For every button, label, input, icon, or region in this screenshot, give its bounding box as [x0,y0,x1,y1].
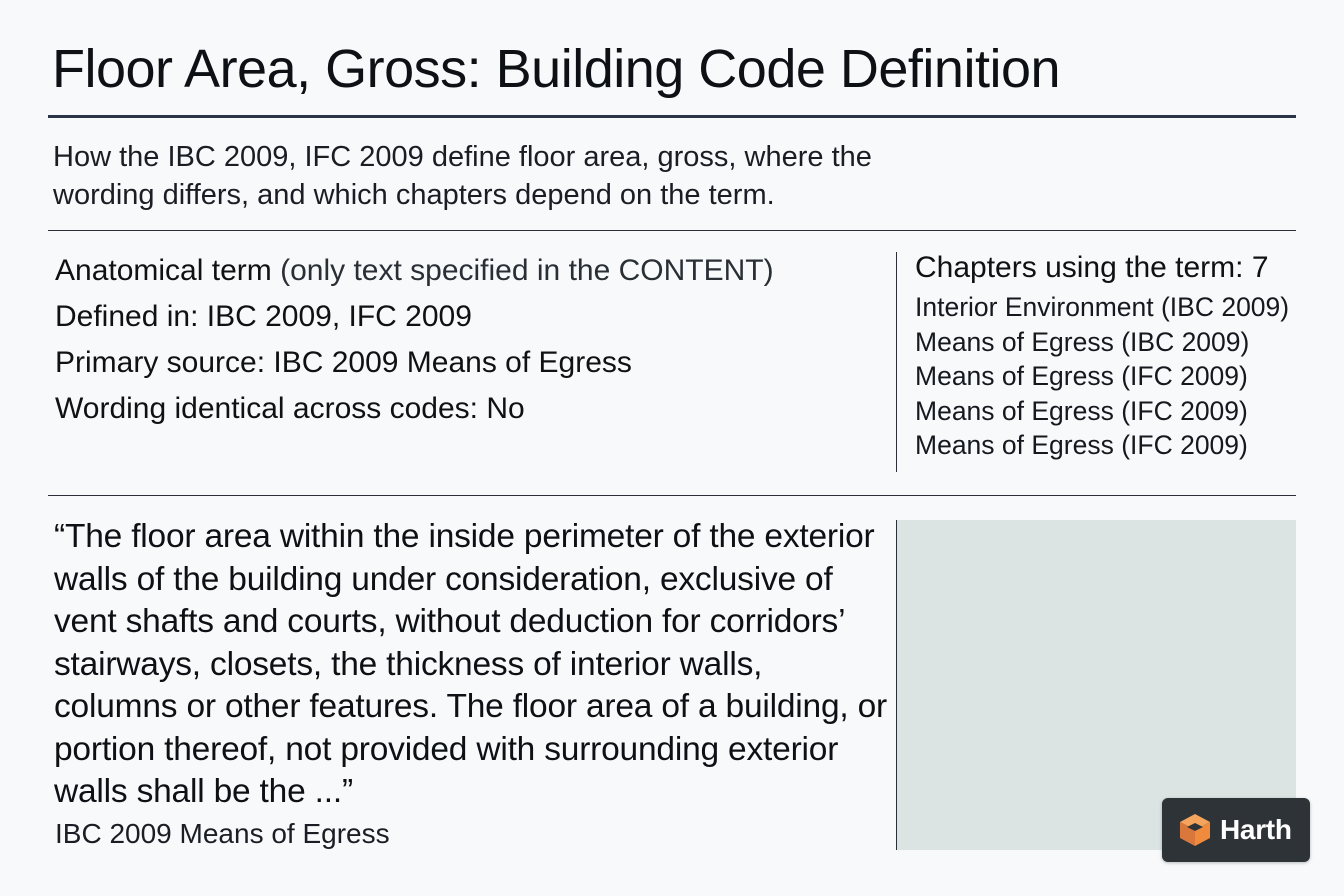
chapter-item: Means of Egress (IFC 2009) [915,395,1248,426]
defined-in: Defined in: IBC 2009, IFC 2009 [55,300,472,333]
chapter-item: Means of Egress (IFC 2009) [915,361,1248,391]
term-note: (only text specified in the CONTENT) [280,254,774,287]
section-divider [48,230,1296,231]
section-divider [48,495,1296,496]
brand-name: Harth [1220,814,1292,845]
term-label-row [55,248,885,294]
column-divider [896,252,897,472]
chapter-item: Interior Environment (IBC 2009) [915,292,1290,322]
wording-identical: Wording identical across codes: No [55,392,525,425]
title-divider [48,115,1296,118]
page-title: Floor Area, Gross: Building Code Definition [52,39,1061,99]
page-subtitle: How the IBC 2009, IFC 2009 define floor area, gross, where the wording differs, and which chapters depend on the term. [53,141,872,211]
chapter-item: Means of Egress (IBC 2009) [915,326,1250,357]
chapters-list [915,249,1315,463]
chapters-heading: Chapters using the term: 7 [915,251,1269,284]
definition-quote: “The floor area within the inside perimeter of the exterior walls of the building under consideration, exclusive of vent shafts and courts, without deduction for corridors’ stairways, closets, the thickness of interior walls, columns or other features. The floor area of a building, or portion thereof, not provided with surrounding exterior walls shall be the ...” [54,518,887,810]
quote-source: IBC 2009 Means of Egress [55,818,390,849]
brand-badge[interactable] [1162,798,1310,862]
term-label: Anatomical term [55,254,272,287]
cube-logo-icon [1176,811,1214,849]
term-facts [55,248,885,432]
chapter-item: Means of Egress (IFC 2009) [915,430,1248,460]
primary-source: Primary source: IBC 2009 Means of Egress [55,346,632,379]
